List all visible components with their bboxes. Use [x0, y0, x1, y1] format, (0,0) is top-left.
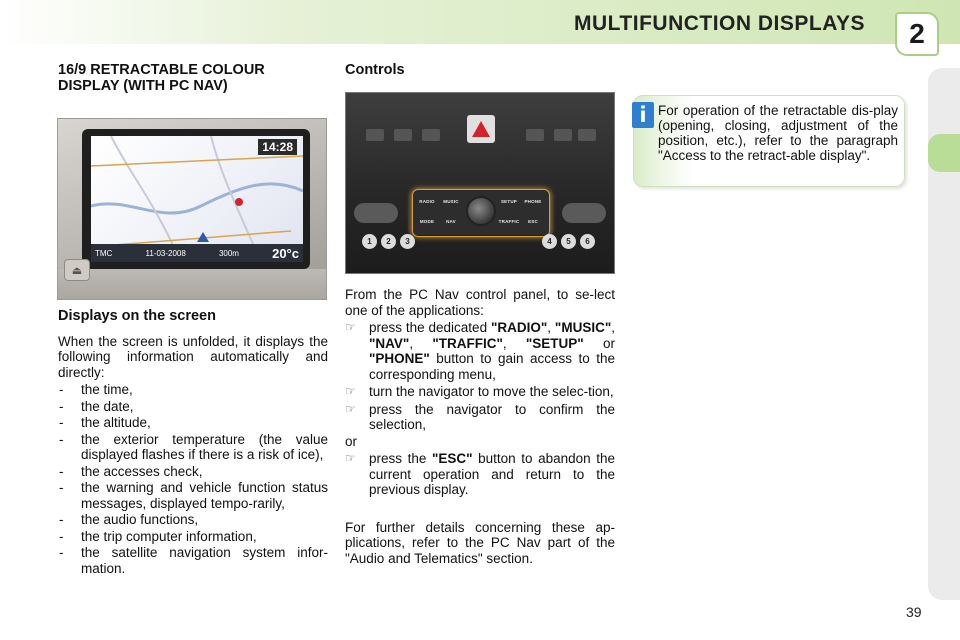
- screen-altitude: 300m: [218, 248, 239, 258]
- screen-temperature: 20°c: [272, 245, 299, 261]
- switch: [578, 129, 596, 141]
- controls-intro: From the PC Nav control panel, to se-lect one of the applications:: [345, 287, 615, 318]
- preset-button: 5: [561, 234, 576, 249]
- list-item: - the satellite navigation system infor-mation.: [58, 545, 328, 576]
- pointing-hand-icon: ☞: [345, 401, 356, 416]
- list-item: - the audio functions,: [58, 512, 328, 528]
- instruction-text: press the dedicated: [369, 320, 491, 335]
- navigation-screen: [91, 136, 303, 262]
- key-setup: "SETUP": [525, 335, 584, 351]
- mode-button: MODE: [419, 219, 435, 224]
- instruction-item: [345, 451, 615, 498]
- key-radio: "RADIO": [490, 320, 548, 335]
- or-separator: or: [345, 433, 358, 449]
- instruction-text: press the: [369, 451, 432, 466]
- separator: or: [583, 335, 615, 351]
- screen-date: 11-03-2008: [145, 248, 186, 258]
- switch: [394, 129, 412, 141]
- controls-description: [345, 287, 615, 566]
- display-photo: [57, 118, 327, 300]
- radio-button: RADIO: [419, 199, 435, 204]
- further-details-paragraph: For further details concerning these ap-plications, refer to the PC Nav part of the "Audio and Telematics" section.: [345, 519, 615, 566]
- list-item: - the exterior temperature (the value displayed flashes if there is a risk of ice),: [58, 432, 328, 463]
- setup-button: SETUP: [500, 199, 517, 204]
- nav-button: NAV: [446, 219, 456, 224]
- preset-buttons-left: [362, 234, 415, 249]
- preset-buttons-right: [542, 234, 595, 249]
- chapter-tab: [928, 134, 960, 172]
- list-item: - the warning and vehicle function status messages, displayed tempo-rarily,: [58, 480, 328, 511]
- instruction-item: [345, 320, 615, 382]
- separator: ,: [409, 335, 433, 351]
- instruction-text: button to abandon the current operation and return to the previous display.: [369, 451, 616, 497]
- eject-button: [64, 259, 90, 281]
- hazard-icon: [472, 121, 490, 137]
- info-text: For operation of the retractable dis-play (opening, closing, adjustment of the position, etc.), refer to the paragraph "Access to the retract-able display".: [658, 103, 898, 163]
- instruction-text: button to gain access to the corresponding menu,: [369, 351, 615, 382]
- list-item: - the date,: [58, 399, 328, 415]
- display-items-list: [58, 382, 328, 576]
- list-item: - the accesses check,: [58, 464, 328, 480]
- dashboard-mount: [58, 269, 327, 300]
- key-music: "MUSIC": [554, 320, 612, 335]
- screen-status-bar: [91, 244, 303, 262]
- section-title-display: 16/9 RETRACTABLE COLOUR DISPLAY (WITH PC NAV): [58, 62, 265, 94]
- traffic-button: TRAFFIC: [498, 219, 520, 224]
- preset-button: 2: [381, 234, 396, 249]
- key-nav: "NAV": [369, 335, 410, 351]
- switch: [366, 129, 384, 141]
- key-traffic: "TRAFFIC": [432, 335, 503, 351]
- tmc-label: TMC: [95, 248, 113, 258]
- music-button: MUSIC: [443, 199, 459, 204]
- subsection-title: Displays on the screen: [58, 308, 216, 324]
- phone-button: PHONE: [524, 199, 542, 204]
- info-icon: i: [632, 102, 654, 128]
- pointing-hand-icon: ☞: [345, 320, 356, 334]
- preset-button: 4: [542, 234, 557, 249]
- hazard-button: [467, 115, 495, 143]
- pointing-hand-icon: ☞: [345, 384, 356, 398]
- separator: ,: [502, 335, 526, 351]
- switch: [422, 129, 440, 141]
- page-number: 39: [906, 604, 922, 620]
- intro-paragraph: When the screen is unfolded, it displays the following information automatically and directly:: [58, 333, 328, 380]
- navigator-knob: [466, 196, 496, 226]
- list-item: - the trip computer information,: [58, 529, 328, 545]
- key-phone: "PHONE": [369, 351, 430, 366]
- section-title-controls: Controls: [345, 62, 405, 78]
- separator: ,: [611, 320, 615, 335]
- list-item: - the altitude,: [58, 415, 328, 431]
- instruction-item: [345, 384, 615, 400]
- volume-knob: [354, 203, 398, 223]
- chapter-badge: 2: [895, 12, 939, 56]
- pointing-hand-icon: ☞: [345, 451, 356, 465]
- separator: ,: [547, 320, 555, 335]
- switch: [554, 129, 572, 141]
- screen-time: 14:28: [258, 139, 297, 155]
- preset-button: 3: [400, 234, 415, 249]
- controls-photo: [345, 92, 615, 274]
- key-esc: "ESC": [431, 451, 473, 466]
- preset-button: 1: [362, 234, 377, 249]
- seek-knob: [562, 203, 606, 223]
- preset-button: 6: [580, 234, 595, 249]
- page-header-title: MULTIFUNCTION DISPLAYS: [573, 12, 865, 35]
- esc-button: ESC: [528, 219, 538, 224]
- instruction-item: [345, 402, 615, 433]
- instruction-text: press the navigator to confirm the selection,: [369, 401, 615, 432]
- switch: [526, 129, 544, 141]
- display-description: [58, 309, 328, 577]
- eject-icon: ⏏: [71, 264, 83, 277]
- list-item: - the time,: [58, 382, 328, 398]
- instruction-text: turn the navigator to move the selec-tion,: [369, 384, 614, 399]
